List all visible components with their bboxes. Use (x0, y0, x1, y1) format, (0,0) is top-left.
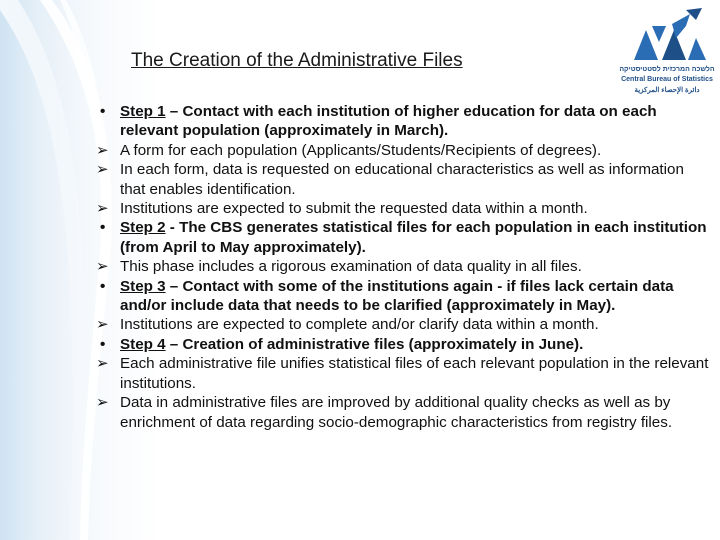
item-text: Each administrative file unifies statistical files of each relevant population in the relevant institutions. (120, 355, 709, 392)
sub-item (96, 199, 712, 218)
step-label: Step 2 (120, 219, 166, 237)
bullet-icon: • (100, 335, 106, 353)
sub-item (96, 393, 712, 432)
item-text: – Contact with each institution of higher education for data on each relevant population (approximately in March). (120, 103, 657, 140)
item-text: A form for each population (Applicants/Students/Recipients of degrees). (120, 141, 602, 159)
item-text: This phase includes a rigorous examination of data quality in all files. (120, 258, 582, 276)
step-item (96, 218, 712, 257)
step-item (96, 335, 712, 354)
cbs-logo-icon (626, 8, 708, 64)
step-label: Step 1 (120, 103, 166, 120)
sub-item (96, 257, 712, 276)
arrow-bullet-icon: ➢ (96, 394, 109, 412)
logo-english-text: Central Bureau of Statistics (621, 76, 713, 83)
cbs-logo (618, 6, 716, 96)
bullet-list (96, 102, 712, 432)
slide-title: The Creation of the Administrative Files (131, 50, 463, 71)
bullet-icon: • (100, 277, 106, 295)
step-item (96, 102, 712, 141)
bullet-icon: • (100, 103, 106, 120)
arrow-bullet-icon: ➢ (96, 141, 109, 159)
arrow-bullet-icon: ➢ (96, 258, 109, 276)
arrow-bullet-icon: ➢ (96, 200, 109, 218)
item-text: – Contact with some of the institutions again - if files lack certain data and/or include data that needs to be clarified (approximately in May). (120, 277, 674, 315)
sub-item (96, 160, 712, 199)
sub-item (96, 315, 712, 334)
logo-hebrew-text: הלשכה המרכזית לסטטיסטיקה (619, 66, 715, 73)
item-text: Institutions are expected to complete and/or clarify data within a month. (120, 316, 599, 334)
logo-arabic-text: دائرة الإحصاء المركزية (634, 87, 700, 94)
item-text: – Creation of administrative files (approximately in June). (165, 335, 584, 353)
item-text: - The CBS generates statistical files for each population in each institution (from April to May approximately). (120, 219, 707, 256)
item-text: Data in administrative files are improved by additional quality checks as well as by enrichment of data regarding socio-demographic characteristics from registry files. (120, 394, 673, 431)
arrow-bullet-icon: ➢ (96, 316, 109, 334)
item-text: Institutions are expected to submit the requested data within a month. (120, 200, 588, 218)
step-item (96, 277, 712, 316)
step-label: Step 4 (120, 335, 166, 353)
sub-item (96, 141, 712, 160)
arrow-bullet-icon: ➢ (96, 355, 109, 373)
step-label: Step 3 (120, 277, 166, 295)
item-text: In each form, data is requested on educational characteristics as well as information that enables identification. (120, 161, 684, 198)
arrow-bullet-icon: ➢ (96, 161, 109, 179)
sub-item (96, 354, 712, 393)
bullet-icon: • (100, 219, 106, 237)
